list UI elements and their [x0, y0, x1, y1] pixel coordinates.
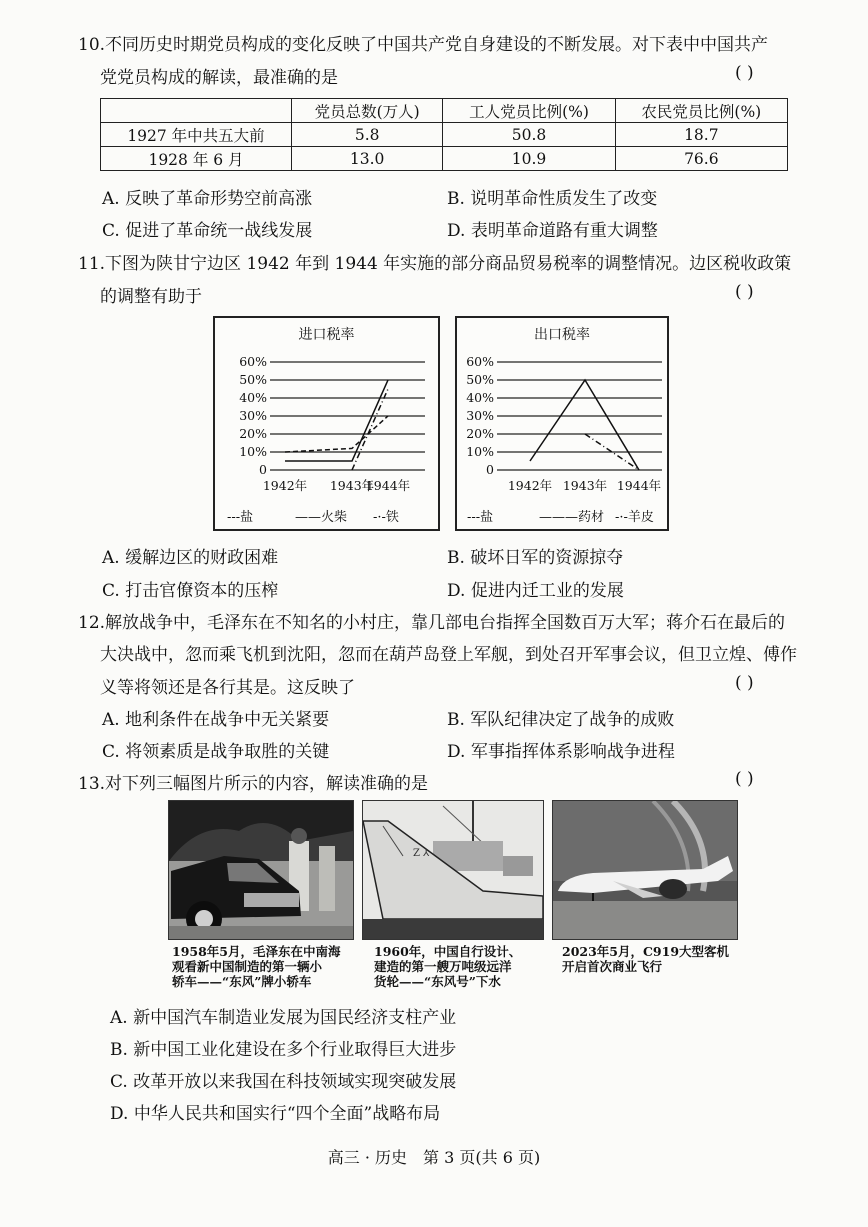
q12-answer-paren: ( ) — [735, 673, 754, 693]
caption-line: 1960年，中国自行设计、 — [374, 944, 522, 959]
y-tick-label: 40% — [239, 390, 267, 405]
q13-option-b[interactable]: B. 新中国工业化建设在多个行业取得巨大进步 — [110, 1040, 457, 1060]
q12-stem-line2: 大决战中，忽而乘飞机到沈阳，忽而在葫芦岛登上军舰，到处召开军事会议，但卫立煌、傅作 — [100, 645, 797, 665]
y-tick-label: 30% — [239, 408, 267, 423]
table-header-cell — [101, 99, 292, 123]
chart-title: 进口税率 — [298, 327, 355, 343]
x-tick-label: 1942年 — [507, 478, 553, 493]
y-tick-label: 60% — [466, 354, 494, 369]
table-row — [101, 123, 788, 147]
y-tick-label: 30% — [466, 408, 494, 423]
x-tick-label: 1944年 — [365, 478, 411, 493]
table-cell: 5.8 — [292, 123, 443, 147]
q10-stem-line1: 10.不同历史时期党员构成的变化反映了中国共产党自身建设的不断发展。对下表中中国共产 — [78, 35, 769, 55]
q10-party-table — [100, 98, 788, 171]
export-tax-chart — [455, 316, 669, 531]
legend-entry: ---盐 — [227, 510, 254, 525]
table-cell: 50.8 — [443, 123, 615, 147]
q13-option-a[interactable]: A. 新中国汽车制造业发展为国民经济支柱产业 — [110, 1008, 457, 1028]
svg-text:Z ⅄: Z ⅄ — [413, 848, 430, 859]
caption-car — [172, 944, 341, 989]
q10-answer-paren: ( ) — [735, 63, 754, 83]
y-tick-label: 50% — [239, 372, 267, 387]
q13-option-d[interactable]: D. 中华人民共和国实行“四个全面”战略布局 — [110, 1104, 441, 1124]
photo-c919-plane — [552, 800, 738, 940]
table-header-cell: 工人党员比例(%) — [443, 99, 615, 123]
caption-line: 轿车——“东风”牌小轿车 — [172, 974, 312, 989]
q10-option-d[interactable]: D. 表明革命道路有重大调整 — [447, 221, 658, 241]
series-line-药材 — [530, 380, 639, 470]
legend-entry: ——火柴 — [295, 510, 348, 525]
x-tick-label: 1943年 — [329, 478, 375, 493]
table-cell: 76.6 — [615, 147, 787, 171]
ship-illustration — [363, 801, 543, 939]
q12-stem-line3: 义等将领还是各行其是。这反映了 — [100, 678, 355, 698]
plane-illustration — [553, 801, 737, 939]
q11-option-d[interactable]: D. 促进内迁工业的发展 — [447, 581, 624, 601]
table-header-row — [101, 99, 788, 123]
y-tick-label: 0 — [259, 462, 267, 477]
q10-stem-line2: 党党员构成的解读，最准确的是 — [100, 68, 338, 88]
caption-plane — [562, 944, 729, 974]
q11-stem-line1: 11.下图为陕甘宁边区 1942 年到 1944 年实施的部分商品贸易税率的调整情况。边区税收政策 — [78, 254, 792, 274]
car-illustration — [169, 801, 353, 939]
table-header-cell: 农民党员比例(%) — [615, 99, 787, 123]
table-cell: 10.9 — [443, 147, 615, 171]
x-tick-label: 1944年 — [616, 478, 662, 493]
x-tick-label: 1942年 — [262, 478, 308, 493]
photo-dongfeng-ship — [362, 800, 544, 940]
y-tick-label: 60% — [239, 354, 267, 369]
q11-option-a[interactable]: A. 缓解边区的财政困难 — [102, 548, 279, 568]
table-row — [101, 147, 788, 171]
y-tick-label: 10% — [239, 444, 267, 459]
chart-title: 出口税率 — [534, 327, 590, 343]
legend-entry: ---盐 — [467, 510, 494, 525]
caption-line: 建造的第一艘万吨级远洋 — [374, 959, 512, 974]
import-tax-chart-svg — [215, 318, 438, 529]
q13-stem-line1: 13.对下列三幅图片所示的内容，解读准确的是 — [78, 774, 429, 794]
q10-option-c[interactable]: C. 促进了革命统一战线发展 — [102, 221, 313, 241]
q10-option-b[interactable]: B. 说明革命性质发生了改变 — [447, 189, 658, 209]
y-tick-label: 20% — [466, 426, 494, 441]
export-tax-chart-svg — [457, 318, 667, 529]
y-tick-label: 0 — [486, 462, 494, 477]
q12-option-c[interactable]: C. 将领素质是战争取胜的关键 — [102, 742, 330, 762]
q12-stem-line1: 12.解放战争中，毛泽东在不知名的小村庄，靠几部电台指挥全国数百万大军；蒋介石在最后的 — [78, 613, 786, 633]
legend-entry: -·-羊皮 — [615, 510, 654, 525]
caption-line: 观看新中国制造的第一辆小 — [172, 959, 323, 974]
y-tick-label: 20% — [239, 426, 267, 441]
table-header-cell: 党员总数(万人) — [292, 99, 443, 123]
caption-line: 货轮——“东风号”下水 — [374, 974, 501, 989]
caption-line: 1958年5月，毛泽东在中南海 — [172, 944, 341, 959]
q10-option-a[interactable]: A. 反映了革命形势空前高涨 — [102, 189, 313, 209]
q11-option-b[interactable]: B. 破坏日军的资源掠夺 — [447, 548, 624, 568]
legend-entry: -·-铁 — [373, 510, 399, 525]
page-footer: 高三 · 历史 第 3 页(共 6 页) — [327, 1148, 541, 1167]
caption-ship — [374, 944, 521, 989]
series-line-铁 — [352, 389, 388, 470]
table-cell: 13.0 — [292, 147, 443, 171]
q11-answer-paren: ( ) — [735, 282, 754, 302]
q12-option-d[interactable]: D. 军事指挥体系影响战争进程 — [447, 742, 675, 762]
q13-answer-paren: ( ) — [735, 769, 754, 789]
y-tick-label: 50% — [466, 372, 494, 387]
y-tick-label: 10% — [466, 444, 494, 459]
caption-line: 开启首次商业飞行 — [562, 959, 663, 974]
caption-line: 2023年5月，C919大型客机 — [562, 944, 730, 959]
y-tick-label: 40% — [466, 390, 494, 405]
q12-option-a[interactable]: A. 地利条件在战争中无关紧要 — [102, 710, 330, 730]
table-cell: 1928 年 6 月 — [101, 147, 292, 171]
table-cell: 18.7 — [615, 123, 787, 147]
q11-option-c[interactable]: C. 打击官僚资本的压榨 — [102, 581, 279, 601]
legend-entry: ———药材 — [539, 510, 605, 525]
x-tick-label: 1943年 — [562, 478, 608, 493]
table-cell: 1927 年中共五大前 — [101, 123, 292, 147]
q11-stem-line2: 的调整有助于 — [100, 287, 202, 307]
photo-dongfeng-car — [168, 800, 354, 940]
import-tax-chart — [213, 316, 440, 531]
q13-option-c[interactable]: C. 改革开放以来我国在科技领域实现突破发展 — [110, 1072, 457, 1092]
q12-option-b[interactable]: B. 军队纪律决定了战争的成败 — [447, 710, 675, 730]
